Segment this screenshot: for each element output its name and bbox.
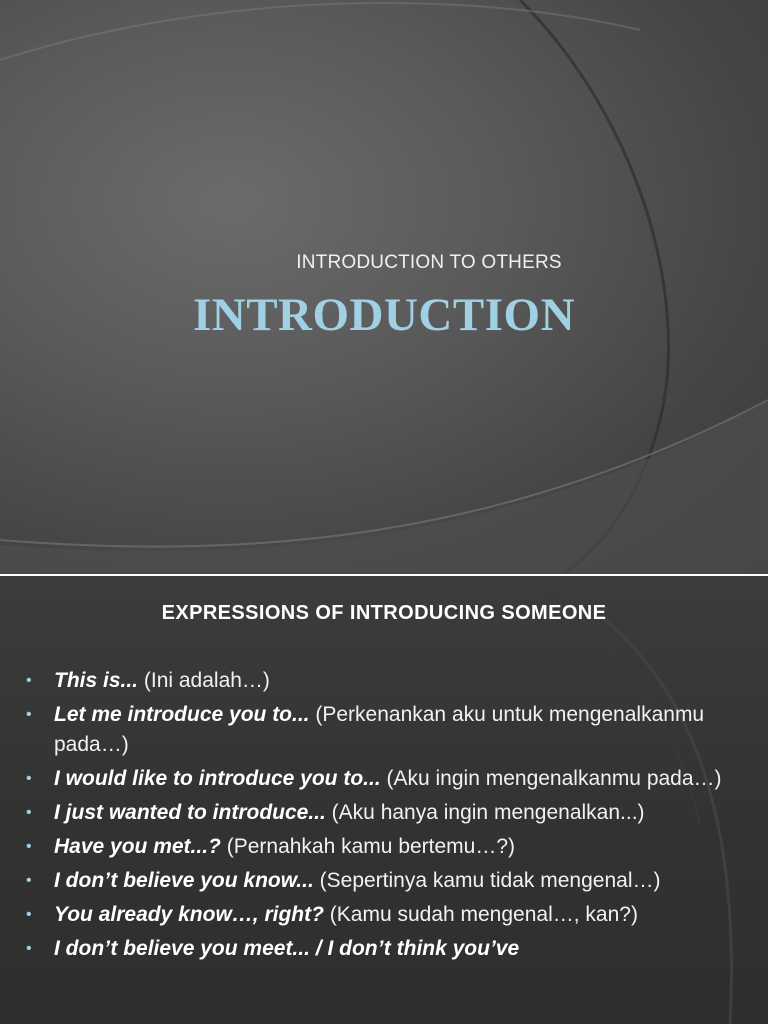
list-item bbox=[26, 798, 746, 828]
bullet-icon: • bbox=[26, 672, 32, 689]
expression-translation: (Sepertinya kamu tidak mengenal…) bbox=[313, 869, 661, 892]
expression-translation: (Kamu sudah mengenal…, kan?) bbox=[323, 903, 638, 926]
content-slide bbox=[0, 576, 768, 1024]
bullet-icon: • bbox=[26, 940, 32, 957]
bullet-icon: • bbox=[26, 770, 32, 787]
section-title: EXPRESSIONS OF INTRODUCING SOMEONE bbox=[161, 602, 607, 624]
expression-translation: (Aku hanya ingin mengenalkan...) bbox=[325, 801, 645, 824]
slide-subtitle: INTRODUCTION TO OTHERS bbox=[296, 252, 562, 273]
expression-phrase: I don’t believe you meet... / I don’t think you’ve bbox=[54, 937, 520, 960]
list-item bbox=[26, 866, 746, 896]
bullet-icon: • bbox=[26, 872, 32, 889]
expression-phrase: Have you met...? bbox=[54, 835, 221, 858]
bullet-icon: • bbox=[26, 838, 32, 855]
bullet-icon: • bbox=[26, 906, 32, 923]
expression-translation: (Perkenankan aku untuk mengenalkanmu pada…) bbox=[54, 703, 705, 756]
list-item bbox=[26, 832, 746, 862]
expression-translation: (Pernahkah kamu bertemu…?) bbox=[220, 835, 516, 858]
expression-phrase: I just wanted to introduce... bbox=[54, 801, 326, 824]
list-item bbox=[26, 900, 746, 930]
bullet-icon: • bbox=[26, 706, 32, 723]
list-item bbox=[26, 700, 746, 760]
bullet-icon: • bbox=[26, 804, 32, 821]
expression-translation: (Ini adalah…) bbox=[138, 669, 270, 692]
expression-phrase: I would like to introduce you to... bbox=[54, 767, 381, 790]
expression-list bbox=[26, 666, 746, 968]
slide-title: INTRODUCTION bbox=[192, 289, 576, 341]
expression-phrase: This is... bbox=[54, 669, 139, 692]
list-item bbox=[26, 666, 746, 696]
expression-phrase: Let me introduce you to... bbox=[54, 703, 310, 726]
list-item bbox=[26, 934, 746, 964]
expression-phrase: You already know…, right? bbox=[54, 903, 324, 926]
expression-phrase: I don’t believe you know... bbox=[54, 869, 314, 892]
list-item bbox=[26, 764, 746, 794]
expression-translation: (Aku ingin mengenalkanmu pada…) bbox=[380, 767, 722, 790]
